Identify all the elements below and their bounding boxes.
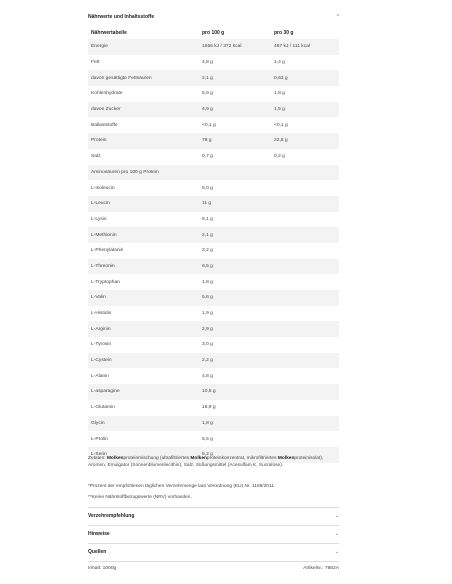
nutrient-name: L-Glutamin	[91, 405, 115, 411]
table-row	[88, 337, 339, 353]
value-per-100g: 1,8 g	[202, 279, 213, 285]
table-row	[88, 306, 339, 322]
table-row	[88, 133, 339, 149]
nutrient-name: L-Cystein	[91, 358, 112, 364]
accordion-hinweise[interactable]	[88, 531, 339, 537]
column-header-per-30g: pro 30 g	[274, 30, 294, 36]
value-per-30g: 1,5 g	[274, 107, 285, 113]
nutrient-name: L-Histidin	[91, 311, 112, 317]
accordion-verzehrempfehlung[interactable]	[88, 513, 339, 519]
divider	[88, 543, 339, 544]
value-per-100g: 4,8 g	[202, 60, 213, 66]
value-per-100g: 1556 kJ / 372 kcal	[202, 44, 242, 50]
ingredients-text: Zutaten: Molkenproteinmischung (ultrafiltriertes Molkenproteinkonzentrat, mikrofiltriertes Molkenproteinisolat), Aromen, Emulgator (Sonnenblumenlecithin), Salz, Süßungsmittel (Acesulfam K, Sucralose).	[88, 456, 324, 469]
column-header-per-100g: pro 100 g	[202, 30, 225, 36]
nutrient-name: L-Prolin	[91, 436, 108, 442]
accordion-nutrition-title: Nährwerte und Inhaltsstoffe	[88, 14, 155, 20]
table-row	[88, 243, 339, 259]
table-row	[88, 149, 339, 165]
value-per-100g: 4,8 g	[202, 373, 213, 379]
value-per-30g: 1,4 g	[274, 60, 285, 66]
value-per-100g: 6,5 g	[202, 263, 213, 269]
nutrient-name: Kohlenhydrate	[91, 91, 123, 97]
nutrient-name: L-Methionin	[91, 232, 117, 238]
table-row	[88, 196, 339, 212]
value-per-100g: 78 g	[202, 138, 212, 144]
chevron-down-icon[interactable]: ⌄	[334, 549, 339, 555]
table-body	[88, 39, 339, 463]
table-row	[88, 274, 339, 290]
value-per-100g: 6,0 g	[202, 185, 213, 191]
value-per-30g: <0,1 g	[274, 122, 288, 128]
nutrient-name: L-Tryptophan	[91, 279, 120, 285]
table-row	[88, 431, 339, 447]
value-per-100g: 9,1 g	[202, 216, 213, 222]
table-row	[88, 290, 339, 306]
accordion-hinweise-title: Hinweise	[88, 531, 110, 537]
nutrient-name: Glycin	[91, 420, 105, 426]
accordion-quellen-title: Quellen	[88, 549, 107, 555]
article-number: Artikelnr.: 7882A	[303, 566, 339, 571]
value-per-100g: 0,7 g	[202, 154, 213, 160]
nutrient-name: Ballaststoffe	[91, 122, 118, 128]
table-row	[88, 384, 339, 400]
table-row	[88, 416, 339, 432]
value-per-30g: 0,63 g	[274, 75, 288, 81]
value-per-30g: 1,8 g	[274, 91, 285, 97]
column-header-nutrient: Nährwertabelle	[91, 30, 127, 36]
nutrient-name: L-Leucin	[91, 201, 110, 207]
value-per-100g: 4,9 g	[202, 107, 213, 113]
value-per-100g: 5,5 g	[202, 436, 213, 442]
nutrition-table	[88, 27, 339, 463]
value-per-100g: 16,9 g	[202, 405, 216, 411]
chevron-down-icon[interactable]: ⌄	[334, 531, 339, 537]
table-row	[88, 400, 339, 416]
table-row	[88, 368, 339, 384]
nutrient-name: L-Arginin	[91, 326, 111, 332]
nutrient-name: L-Phenylalanin	[91, 248, 124, 254]
table-row	[88, 212, 339, 228]
value-per-100g: 2,2 g	[202, 358, 213, 364]
value-per-100g: 1,9 g	[202, 311, 213, 317]
table-row	[88, 117, 339, 133]
value-per-100g: 2,1 g	[202, 232, 213, 238]
accordion-verzehrempfehlung-title: Verzehrempfehlung	[88, 513, 135, 519]
nutrient-name: L-Isoleucin	[91, 185, 115, 191]
divider	[88, 561, 339, 562]
value-per-30g: 22,8 g	[274, 138, 288, 144]
value-per-100g: 5,2 g	[202, 452, 213, 458]
chevron-up-icon[interactable]: ^	[336, 14, 339, 20]
table-header-row	[88, 27, 339, 39]
nutrient-name: L-Threonin	[91, 263, 115, 269]
value-per-100g: <0,1 g	[202, 122, 216, 128]
nutrient-name: davon gesättigte Fettsäuren	[91, 75, 152, 81]
nutrient-name: L-Tyrosin	[91, 342, 112, 348]
product-footer	[88, 566, 339, 571]
divider	[88, 525, 339, 526]
content-amount: Inhalt: 1000g	[88, 566, 117, 571]
footnote-nrv: **Keine Nährstoffbezugswerte (NRV) vorhanden.	[88, 495, 192, 500]
nutrient-name: L-Serin	[91, 452, 107, 458]
value-per-100g: 10,5 g	[202, 389, 216, 395]
table-row	[88, 227, 339, 243]
table-row	[88, 55, 339, 71]
nutrient-name: L-Lysin	[91, 216, 107, 222]
value-per-100g: 5,9 g	[202, 91, 213, 97]
table-row	[88, 321, 339, 337]
value-per-100g: 1,8 g	[202, 420, 213, 426]
table-row	[88, 353, 339, 369]
nutrient-name: Fett	[91, 60, 100, 66]
table-row	[88, 70, 339, 86]
nutrient-name: Protein	[91, 138, 107, 144]
nutrient-name: Salz	[91, 154, 101, 160]
value-per-30g: 467 kJ / 111 kcal	[274, 44, 310, 50]
table-row	[88, 180, 339, 196]
table-row	[88, 259, 339, 275]
nutrient-name: Energie	[91, 44, 108, 50]
accordion-nutrition-header[interactable]	[88, 14, 339, 20]
value-per-100g: 11 g	[202, 201, 212, 207]
nutrient-name: L-asparagine	[91, 389, 120, 395]
value-per-100g: 5,6 g	[202, 295, 213, 301]
table-row	[88, 39, 339, 55]
table-row	[88, 86, 339, 102]
value-per-30g: 0,2 g	[274, 154, 285, 160]
divider	[88, 507, 339, 508]
nutrient-name: L-Alanin	[91, 373, 109, 379]
table-row	[88, 102, 339, 118]
nutrient-name: L-Valin	[91, 295, 106, 301]
value-per-100g: 2,1 g	[202, 75, 213, 81]
value-per-100g: 2,9 g	[202, 326, 213, 332]
chevron-down-icon[interactable]: ⌄	[334, 513, 339, 519]
nutrient-name: davon Zucker	[91, 107, 121, 113]
nutrient-name: Aminosäuren pro 100 g Protein	[91, 169, 159, 175]
value-per-100g: 3,0 g	[202, 342, 213, 348]
accordion-quellen[interactable]	[88, 549, 339, 555]
value-per-100g: 3,2 g	[202, 248, 213, 254]
footnote-rdi: *Prozent der empfohlenen täglichen Verzehrmenge laut Verordnung (EU) Nr. 1169/2011	[88, 484, 274, 489]
table-row	[88, 165, 339, 181]
